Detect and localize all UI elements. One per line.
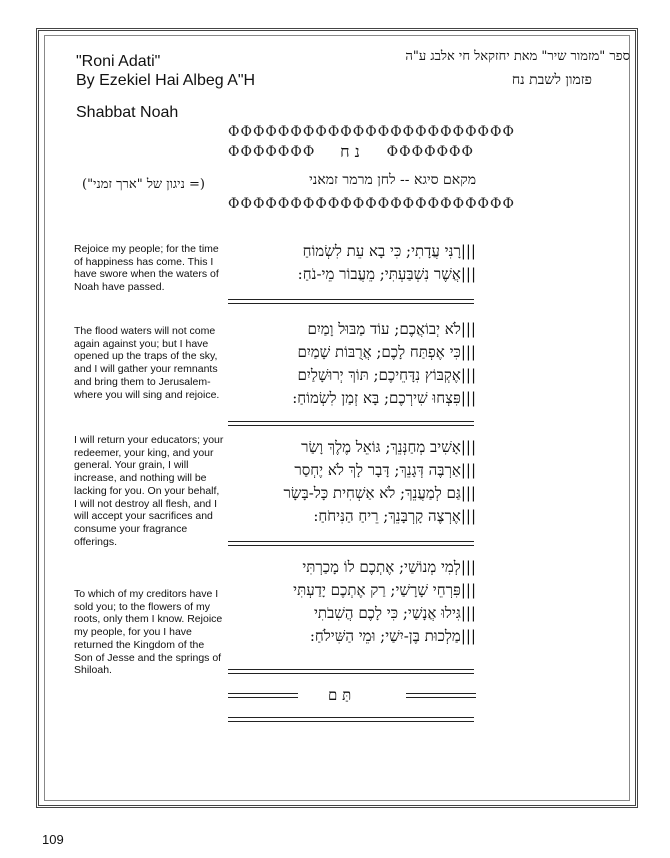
verse-line: |||כִּי אֶפְתַּח לָכֶם; אֲרֻבּוֹת שָׁמַיִם xyxy=(297,343,476,361)
verse-line: |||אַרְבֶּה דְּגָנֵךְ; דָּבָר לָךְ לֹא יֶחְסַר xyxy=(294,461,476,479)
verse-line: |||לְמִי מְנוֹשַׁי; אֶתְכֶם לוֹ מָכַרְתִּי xyxy=(302,558,476,576)
verse-line: |||פִּצְחוּ שִׁירְכֶם; בָּא זְמַן לִשְׂמוֹחַ: xyxy=(292,389,476,407)
english-title xyxy=(76,52,255,90)
occasion-label: Shabbat Noah xyxy=(76,104,179,121)
ornament-left: ΦΦΦΦΦΦΦ xyxy=(228,144,316,160)
stanza-divider xyxy=(228,540,474,548)
translation-stanza-4: To which of my creditors have I sold you; to the flowers of my roots, only them I know. Rejoice my people, for you I have returned the Kingdom of the Son of Jesse and the springs of Shiloah. xyxy=(74,588,223,677)
stanza-divider xyxy=(228,298,474,306)
verse-line: |||פִּרְחֵי שָׁרָשַׁי; רַק אֶתְכֶם יָדַעְתִּי xyxy=(293,581,476,599)
hebrew-stanza-3 xyxy=(226,436,476,528)
end-divider-right xyxy=(406,692,476,700)
verse-line: |||מַלְכוּת בֶּן-יִשַׁי; וּמֵי הַשִּׁילֹחַ: xyxy=(309,627,476,645)
niggun-note: (= ניגון של "ארך זמני") xyxy=(82,177,205,192)
final-divider xyxy=(228,716,474,724)
verse-line: |||אָשִׁיב מְחַנְּנֵךְ; גּוֹאֵל מֶלֶךְ וָשַׂר xyxy=(301,438,476,456)
stanza-divider xyxy=(228,420,474,428)
verse-line: |||אֶרְצֶה קָרְבָּנֵךְ; רֵיחַ הַנִּיחֹחַ: xyxy=(313,507,476,525)
author-line: By Ezekiel Hai Albeg A"H xyxy=(76,72,256,89)
ending-mark: תַּ ם xyxy=(328,686,352,704)
hebrew-stanza-1 xyxy=(226,240,476,286)
page-number: 109 xyxy=(42,832,64,847)
stanza-divider xyxy=(228,668,474,676)
verse-line: |||לֹא יְבוֹאֲכֶם; עוֹד מַבּוּל וָמַיִם xyxy=(307,320,476,338)
ornament-right: ΦΦΦΦΦΦΦ xyxy=(386,144,474,160)
ornament-row: ΦΦΦΦΦΦΦΦΦΦΦΦΦΦΦΦΦΦΦΦΦΦΦ xyxy=(228,196,515,212)
hebrew-book-title: ספר "מזמור שיר" מאת יחזקאל חי אלבג ע"ה xyxy=(405,49,630,64)
verse-line: |||רָנִּי עֲדָתִי; כִּי בָא עֵת לִשְׂמוֹחַ xyxy=(302,242,476,260)
hebrew-song-title: נ ח xyxy=(340,142,360,161)
hebrew-stanza-2 xyxy=(226,318,476,410)
ornament-row: ΦΦΦΦΦΦΦΦΦΦΦΦΦΦΦΦΦΦΦΦΦΦΦ xyxy=(228,124,515,140)
translation-stanza-3: I will return your educators; your redeemer, your king, and your general. Your grain, I will increase, and nothing will be lacking for you. On your behalf, I will not destroy all flesh, and I will accept your sacrifices and consume your fragrance offerings. xyxy=(74,434,224,548)
verse-line: |||אֶקְבּוֹץ נִדָּחֵיכֶם; תּוֹךְ יְרוּשָׁלַיִם xyxy=(297,366,476,384)
hebrew-song-occasion: פזמון לשבת נח xyxy=(511,72,592,88)
translation-stanza-1: Rejoice my people; for the time of happiness has come. This I have swore when the waters of Noah have passed. xyxy=(74,243,219,294)
hebrew-stanza-4 xyxy=(226,556,476,648)
verse-line: |||גַּם לְמַעֲנֵךְ; לֹא אַשְׁחִית כָּל-בָּשָׂר xyxy=(283,484,476,502)
ending-row xyxy=(228,686,476,706)
end-divider-left xyxy=(228,692,298,700)
song-title: "Roni Adati" xyxy=(76,53,161,70)
verse-line: |||גִּילוּ אֲנָשַׁי; כִּי לָכֶם הֲשִׁבֹתִי xyxy=(314,604,476,622)
verse-line: |||אֲשֶׁר נִשְׁבַּעְתִּי; מֵעֲבוֹר מֵי-נֹחַ: xyxy=(297,265,476,283)
maqam-line: מקאם סיגא -- לחן מרמר זמאני xyxy=(309,172,476,188)
translation-stanza-2: The flood waters will not come again against you; but I have opened up the traps of the sky, and I will gather your remnants and bring them to Jerusalem- where you will sing and rejoice. xyxy=(74,325,220,401)
